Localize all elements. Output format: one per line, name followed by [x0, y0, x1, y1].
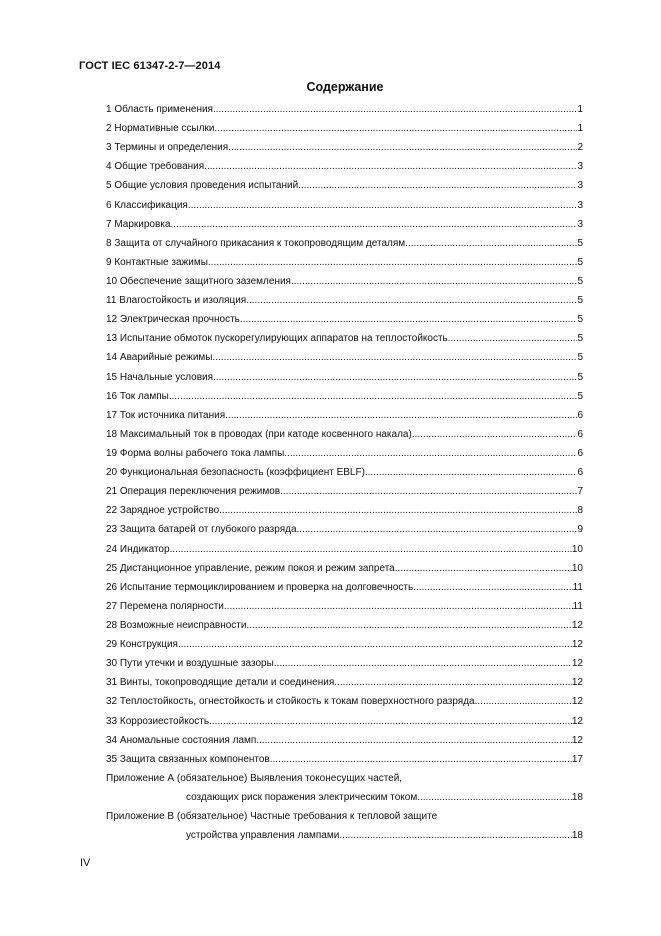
leader-dots — [224, 597, 573, 616]
toc-label: 5 Общие условия проведения испытаний — [106, 180, 299, 192]
toc-entry-12[interactable] — [106, 310, 583, 329]
toc-page: 5 — [577, 256, 583, 268]
toc-page: 18 — [571, 791, 583, 803]
toc-entry-26[interactable] — [106, 578, 583, 597]
toc-page: 3 — [577, 161, 583, 173]
toc-entry-appendix-b-line2[interactable] — [106, 826, 583, 845]
toc-page: 1 — [577, 104, 583, 115]
toc-entry-2[interactable] — [106, 119, 583, 138]
toc-label: устройства управления лампами — [186, 830, 340, 842]
toc-entry-22[interactable] — [106, 501, 583, 520]
toc-label: 16 Ток лампы — [106, 390, 169, 402]
toc-label: 31 Винты, токопроводящие детали и соединения — [106, 677, 335, 689]
toc-label: 14 Аварийные режимы — [106, 352, 213, 364]
leader-dots — [365, 463, 578, 482]
toc-page: 5 — [577, 371, 583, 383]
leader-dots — [256, 731, 572, 750]
leader-dots — [219, 501, 577, 520]
toc-label: 8 Защита от случайного прикасания к токопроводящим деталям — [106, 237, 406, 249]
toc-page: 17 — [571, 753, 583, 765]
toc-page: 2 — [577, 142, 583, 154]
toc-label: 17 Ток источника питания — [106, 409, 226, 421]
leader-dots — [448, 329, 578, 348]
toc-entry-3[interactable] — [106, 138, 583, 157]
toc-entry-8[interactable] — [106, 234, 583, 253]
leader-dots — [413, 578, 572, 597]
leader-dots — [225, 406, 577, 425]
leader-dots — [475, 692, 572, 711]
toc-label: 19 Форма волны рабочего тока лампы — [106, 447, 285, 459]
leader-dots — [395, 559, 572, 578]
toc-page: 5 — [577, 333, 583, 345]
toc-label: 32 Теплостойкость, огнестойкость и стойкость к токам поверхностного разряда — [106, 696, 475, 708]
toc-label: 7 Маркировка — [106, 218, 171, 230]
toc-label: 20 Функциональная безопасность (коэффициент EBLF) — [106, 467, 365, 479]
toc-page: 9 — [577, 524, 583, 536]
leader-dots — [334, 673, 572, 692]
toc-entry-10[interactable] — [106, 272, 583, 291]
toc-entry-19[interactable] — [106, 444, 583, 463]
toc-page: 7 — [577, 486, 583, 498]
leader-dots — [209, 712, 572, 731]
toc-page: 8 — [577, 505, 583, 517]
leader-dots — [246, 291, 577, 310]
leader-dots — [212, 348, 577, 367]
toc-label: 3 Термины и определения — [106, 142, 229, 154]
leader-dots — [188, 196, 578, 215]
toc-page: 6 — [577, 447, 583, 459]
toc-entry-13[interactable] — [106, 329, 583, 348]
leader-dots — [246, 616, 571, 635]
toc-entry-29[interactable] — [106, 635, 583, 654]
leader-dots — [213, 100, 577, 119]
toc-label: 30 Пути утечки и воздушные зазоры — [106, 658, 274, 670]
toc-label: 25 Дистанционное управление, режим покоя и режим запрета — [106, 562, 395, 574]
toc-entry-35[interactable] — [106, 750, 583, 769]
leader-dots — [417, 788, 572, 807]
toc-label: 9 Контактные зажимы — [106, 256, 208, 268]
toc-label: 24 Индикатор — [106, 543, 170, 555]
toc-page: 18 — [571, 830, 583, 842]
toc-label: создающих риск поражения электрическим током — [186, 791, 418, 803]
toc-page: 3 — [577, 199, 583, 211]
toc-entry-4[interactable] — [106, 157, 583, 176]
leader-dots — [270, 750, 572, 769]
toc-page: 5 — [577, 237, 583, 249]
toc-page: 11 — [572, 581, 583, 593]
toc-label: Приложение А (обязательное) Выявления токонесущих частей, — [106, 772, 403, 784]
toc-label: 1 Область применения — [106, 104, 213, 115]
leader-dots — [170, 215, 577, 234]
toc-label: 23 Защита батарей от глубокого разряда — [106, 524, 297, 536]
toc-label: 21 Операция переключения режимов — [106, 486, 281, 498]
toc-page: 1 — [577, 123, 583, 135]
toc-entry-1[interactable] — [106, 100, 583, 119]
toc-label: 2 Нормативные ссылки — [106, 123, 215, 135]
toc-page: 5 — [577, 352, 583, 364]
leader-dots — [339, 826, 572, 845]
leader-dots — [298, 176, 577, 195]
toc-page: 11 — [572, 600, 583, 612]
toc-entry-31[interactable] — [106, 673, 583, 692]
toc-page: 5 — [577, 390, 583, 402]
toc-page: 5 — [577, 295, 583, 307]
toc-entry-30[interactable] — [106, 654, 583, 673]
toc-entry-appendix-a-line2[interactable] — [106, 788, 583, 807]
leader-dots — [228, 138, 577, 157]
toc-label: 13 Испытание обмоток пускорегулирующих аппаратов на теплостойкость — [106, 333, 448, 345]
leader-dots — [240, 310, 578, 329]
toc-entry-appendix-a-line1[interactable] — [106, 769, 583, 788]
toc-entry-18[interactable] — [106, 425, 583, 444]
toc-label: 15 Начальные условия — [106, 371, 214, 383]
leader-dots — [213, 368, 577, 387]
toc-label: Приложение В (обязательное) Частные требования к тепловой защите — [106, 811, 438, 823]
toc-page: 6 — [577, 409, 583, 421]
toc-entry-7[interactable] — [106, 215, 583, 234]
toc-label: 22 Зарядное устройство — [106, 505, 220, 517]
leader-dots — [214, 119, 577, 138]
leader-dots — [208, 253, 578, 272]
toc-entry-20[interactable] — [106, 463, 583, 482]
toc-entry-6[interactable] — [106, 196, 583, 215]
toc-page: 12 — [571, 658, 583, 670]
leader-dots — [170, 540, 572, 559]
toc-entry-32[interactable] — [106, 692, 583, 711]
toc-label: 11 Влагостойкость и изоляция — [106, 295, 247, 307]
table-of-contents — [106, 100, 583, 845]
toc-label: 34 Аномальные состояния ламп — [106, 734, 257, 746]
leader-dots — [412, 425, 578, 444]
toc-entry-25[interactable] — [106, 559, 583, 578]
toc-entry-15[interactable] — [106, 368, 583, 387]
toc-entry-23[interactable] — [106, 520, 583, 539]
toc-page: 3 — [577, 218, 583, 230]
leader-dots — [297, 520, 578, 539]
toc-page: 6 — [577, 467, 583, 479]
toc-page: 6 — [577, 428, 583, 440]
toc-page: 12 — [571, 619, 583, 631]
toc-entry-5[interactable] — [106, 176, 583, 195]
leader-dots — [204, 157, 577, 176]
toc-entry-33[interactable] — [106, 712, 583, 731]
toc-label: 6 Классификация — [106, 199, 188, 211]
leader-dots — [178, 635, 572, 654]
toc-page: 12 — [571, 639, 583, 651]
toc-label: 35 Защита связанных компонентов — [106, 753, 270, 765]
toc-page: 12 — [571, 696, 583, 708]
toc-label: 18 Максимальный ток в проводах (при катоде косвенного накала) — [106, 428, 412, 440]
leader-dots — [405, 234, 577, 253]
toc-entry-appendix-b-line1[interactable] — [106, 807, 583, 826]
toc-label: 29 Конструкция — [106, 639, 178, 651]
toc-entry-21[interactable] — [106, 482, 583, 501]
leader-dots — [284, 444, 577, 463]
toc-entry-9[interactable] — [106, 253, 583, 272]
toc-label: 10 Обеспечение защитного заземления — [106, 275, 291, 287]
toc-page: 10 — [571, 562, 583, 574]
leader-dots — [169, 387, 578, 406]
toc-label: 26 Испытание термоциклированием и проверка на долговечность — [106, 581, 414, 593]
leader-dots — [280, 482, 577, 501]
toc-page: 5 — [577, 314, 583, 326]
toc-label: 28 Возможные неисправности — [106, 619, 247, 631]
toc-entry-16[interactable] — [106, 387, 583, 406]
toc-page: 12 — [571, 677, 583, 689]
toc-entry-28[interactable] — [106, 616, 583, 635]
leader-dots — [274, 654, 572, 673]
document-header: ГОСТ IEC 61347-2-7—2014 — [79, 60, 221, 72]
toc-entry-11[interactable] — [106, 291, 583, 310]
toc-entry-27[interactable] — [106, 597, 583, 616]
toc-entry-14[interactable] — [106, 348, 583, 367]
toc-page: 12 — [571, 734, 583, 746]
toc-page: 12 — [571, 715, 583, 727]
toc-page: 3 — [577, 180, 583, 192]
page-number: IV — [80, 857, 91, 869]
page-title: Содержание — [306, 80, 384, 94]
toc-label: 27 Перемена полярности — [106, 600, 224, 612]
toc-entry-17[interactable] — [106, 406, 583, 425]
toc-page: 10 — [571, 543, 583, 555]
toc-entry-24[interactable] — [106, 540, 583, 559]
toc-entry-34[interactable] — [106, 731, 583, 750]
leader-dots — [291, 272, 577, 291]
toc-page: 5 — [577, 275, 583, 287]
toc-label: 12 Электрическая прочность — [106, 314, 240, 326]
toc-label: 4 Общие требования — [106, 161, 205, 173]
toc-label: 33 Коррозиестойкость — [106, 715, 210, 727]
